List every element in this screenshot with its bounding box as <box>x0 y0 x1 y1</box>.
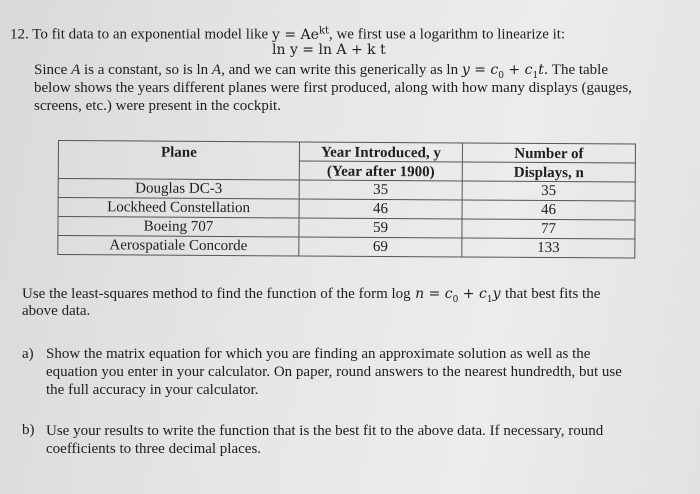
cell-displays: 77 <box>462 219 635 239</box>
problem-line-1 <box>10 22 565 44</box>
part-a-line-1: Show the matrix equation for which you are finding an approximate solution as well as the <box>46 346 591 362</box>
header-displays-sub: Displays, n <box>462 162 635 182</box>
cell-year: 35 <box>299 180 462 200</box>
cell-plane: Lockheed Constellation <box>58 198 299 218</box>
part-b-line-1: Use your results to write the function that is the best fit to the above data. If necessary, round <box>46 423 604 439</box>
problem-line-5: screens, etc.) were present in the cockpit. <box>34 98 281 114</box>
cell-plane: Douglas DC-3 <box>58 179 299 199</box>
part-b-label: b) <box>22 422 35 438</box>
instructions-line-2: above data. <box>22 303 91 319</box>
cell-year: 59 <box>299 218 462 238</box>
cell-displays: 133 <box>462 238 635 258</box>
linearized-equation: ln y = ln A + k t <box>272 42 386 58</box>
problem-line-3: Since A is a constant, so is ln A, and we can write this generically as $\ln y = c_0 + c_1t$. The table <box>34 62 609 81</box>
cell-year: 46 <box>299 199 462 219</box>
problem-line-4: below shows the years different planes were first produced, along with how many displays (gauges, <box>34 80 632 96</box>
part-a-line-2: equation you enter in your calculator. On paper, round answers to the nearest hundredth, but use <box>46 364 622 380</box>
header-plane: Plane <box>58 141 299 180</box>
cell-displays: 35 <box>462 181 635 201</box>
problem-number: 12. <box>10 26 29 43</box>
cell-plane: Aerospatiale Concorde <box>58 236 299 256</box>
part-b-line-2: coefficients to three decimal places. <box>46 441 262 457</box>
table-row <box>58 236 635 259</box>
data-table <box>57 140 636 259</box>
header-year-sub: (Year after 1900) <box>299 161 462 181</box>
header-year: Year Introduced, y <box>299 142 462 162</box>
cell-displays: 46 <box>462 200 635 220</box>
instructions-line-1: Use the least-squares method to find the function of the form $\log n = c_0 + c_1y$ that best fits the <box>22 286 601 305</box>
cell-year: 69 <box>299 237 462 257</box>
part-a-label: a) <box>22 346 34 362</box>
problem-intro-suffix: , we first use a logarithm to linearize it: <box>328 26 566 43</box>
table-header-row <box>58 141 635 164</box>
part-a-line-3: the full accuracy in your calculator. <box>46 382 259 398</box>
cell-plane: Boeing 707 <box>58 217 299 237</box>
header-displays: Number of <box>462 143 635 163</box>
problem-intro: To fit data to an exponential model like <box>32 26 269 43</box>
model-equation: $y = Ae^{kt}$ <box>271 25 329 43</box>
